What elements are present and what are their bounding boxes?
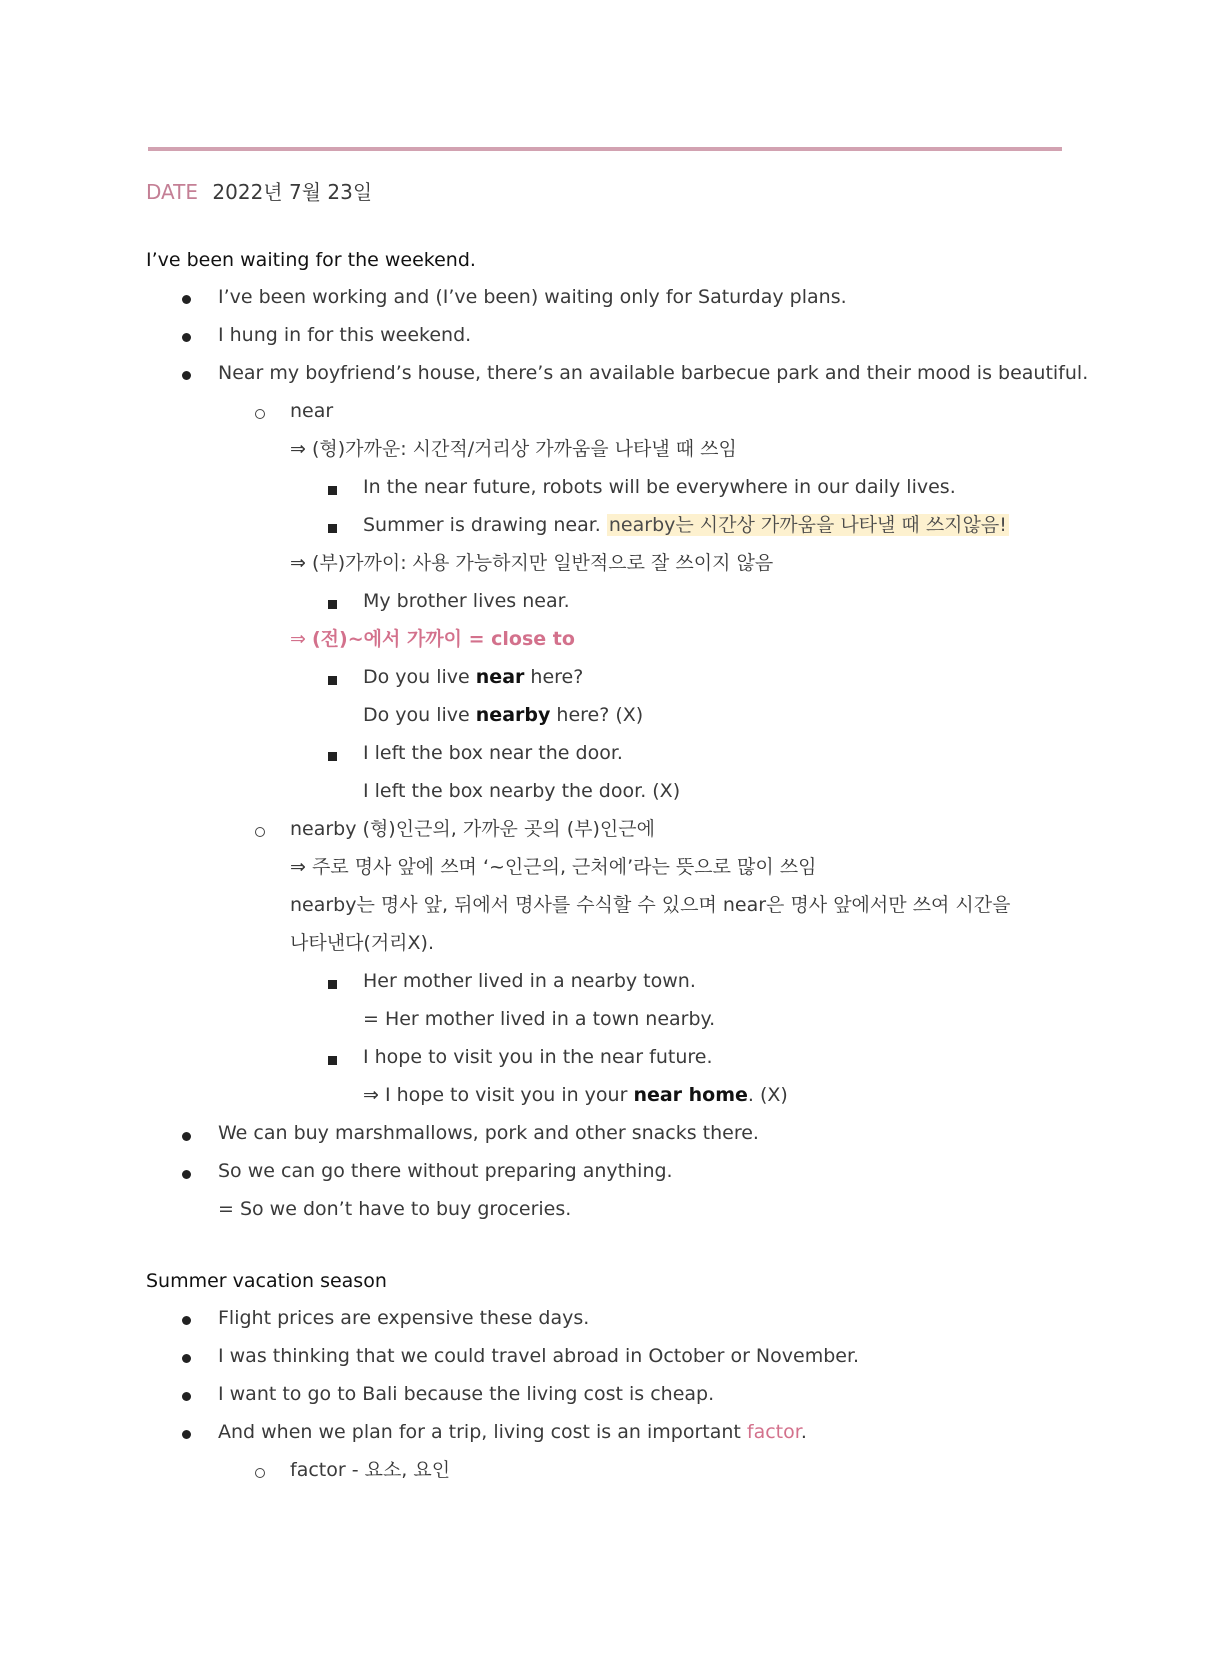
bold-text: near — [475, 666, 525, 688]
example: = Her mother lived in a town nearby. — [363, 1008, 716, 1030]
text: And when we plan for a trip, living cost is an important — [218, 1421, 747, 1443]
note-emphasis — [290, 626, 575, 652]
arrow-text: ⇒ — [290, 628, 312, 650]
example: I left the box near the door. — [363, 742, 623, 764]
square-bullet-icon — [328, 486, 337, 495]
date-label: DATE — [146, 180, 199, 204]
bullet-dot-icon — [182, 333, 191, 342]
highlighted-note: nearby는 시간상 가까움을 나타낼 때 쓰지않음! — [608, 514, 1007, 536]
section-title: Summer vacation season — [146, 1270, 387, 1292]
square-bullet-icon — [328, 980, 337, 989]
top-divider — [148, 147, 1062, 151]
bullet-dot-icon — [182, 1430, 191, 1439]
square-bullet-icon — [328, 524, 337, 533]
text: ⇒ I hope to visit you in your — [363, 1084, 634, 1106]
list-item: I’ve been working and (I’ve been) waiting only for Saturday plans. — [218, 286, 847, 308]
vocab-word: factor - 요소, 요인 — [290, 1459, 451, 1481]
example — [363, 664, 583, 690]
bullet-dot-icon — [182, 371, 191, 380]
list-item: Flight prices are expensive these days. — [218, 1307, 590, 1329]
vocab-word: near — [290, 400, 334, 422]
bullet-dot-icon — [182, 1132, 191, 1141]
highlighted-word: factor — [746, 1421, 801, 1443]
circle-bullet-icon — [255, 409, 265, 419]
list-item — [218, 1419, 807, 1445]
emphasis-text: (전)~에서 가까이 = close to — [311, 628, 575, 650]
example: In the near future, robots will be everywhere in our daily lives. — [363, 476, 956, 498]
bold-text: nearby — [475, 704, 551, 726]
circle-bullet-icon — [255, 827, 265, 837]
square-bullet-icon — [328, 752, 337, 761]
bullet-dot-icon — [182, 1354, 191, 1363]
list-item: So we can go there without preparing anything. — [218, 1160, 673, 1182]
text: Do you live — [363, 666, 476, 688]
square-bullet-icon — [328, 600, 337, 609]
example — [363, 1082, 788, 1108]
list-item: I want to go to Bali because the living cost is cheap. — [218, 1383, 715, 1405]
note: 나타낸다(거리X). — [290, 932, 435, 954]
section-title: I’ve been waiting for the weekend. — [146, 249, 476, 271]
date-value: 2022년 7월 23일 — [212, 180, 373, 204]
example: I left the box nearby the door. (X) — [363, 780, 681, 802]
bullet-dot-icon — [182, 295, 191, 304]
bold-text: near home — [633, 1084, 748, 1106]
list-item-continuation: = So we don’t have to buy groceries. — [218, 1198, 572, 1220]
bullet-dot-icon — [182, 1170, 191, 1179]
text: . — [800, 1421, 807, 1443]
list-item: Near my boyfriend’s house, there’s an available barbecue park and their mood is beautiful. — [218, 362, 1089, 384]
example: Her mother lived in a nearby town. — [363, 970, 696, 992]
text: here? (X) — [550, 704, 644, 726]
square-bullet-icon — [328, 1056, 337, 1065]
note: ⇒ 주로 명사 앞에 쓰며 ‘~인근의, 근처에’라는 뜻으로 많이 쓰임 — [290, 856, 817, 878]
text: . (X) — [747, 1084, 788, 1106]
note: ⇒ (부)가까이: 사용 가능하지만 일반적으로 잘 쓰이지 않음 — [290, 552, 774, 574]
vocab-word: nearby (형)인근의, 가까운 곳의 (부)인근에 — [290, 818, 655, 840]
list-item: We can buy marshmallows, pork and other snacks there. — [218, 1122, 759, 1144]
date-line — [146, 176, 372, 205]
note: nearby는 명사 앞, 뒤에서 명사를 수식할 수 있으며 near은 명사 앞에서만 쓰여 시간을 — [290, 894, 1011, 916]
circle-bullet-icon — [255, 1468, 265, 1478]
example — [363, 702, 643, 728]
list-item: I hung in for this weekend. — [218, 324, 472, 346]
example-text: Summer is drawing near. — [363, 514, 601, 536]
bullet-dot-icon — [182, 1392, 191, 1401]
square-bullet-icon — [328, 676, 337, 685]
example: I hope to visit you in the near future. — [363, 1046, 713, 1068]
example — [363, 512, 1009, 538]
text: Do you live — [363, 704, 476, 726]
list-item: I was thinking that we could travel abroad in October or November. — [218, 1345, 860, 1367]
text: here? — [524, 666, 584, 688]
note: ⇒ (형)가까운: 시간적/거리상 가까움을 나타낼 때 쓰임 — [290, 438, 737, 460]
example: My brother lives near. — [363, 590, 570, 612]
bullet-dot-icon — [182, 1316, 191, 1325]
